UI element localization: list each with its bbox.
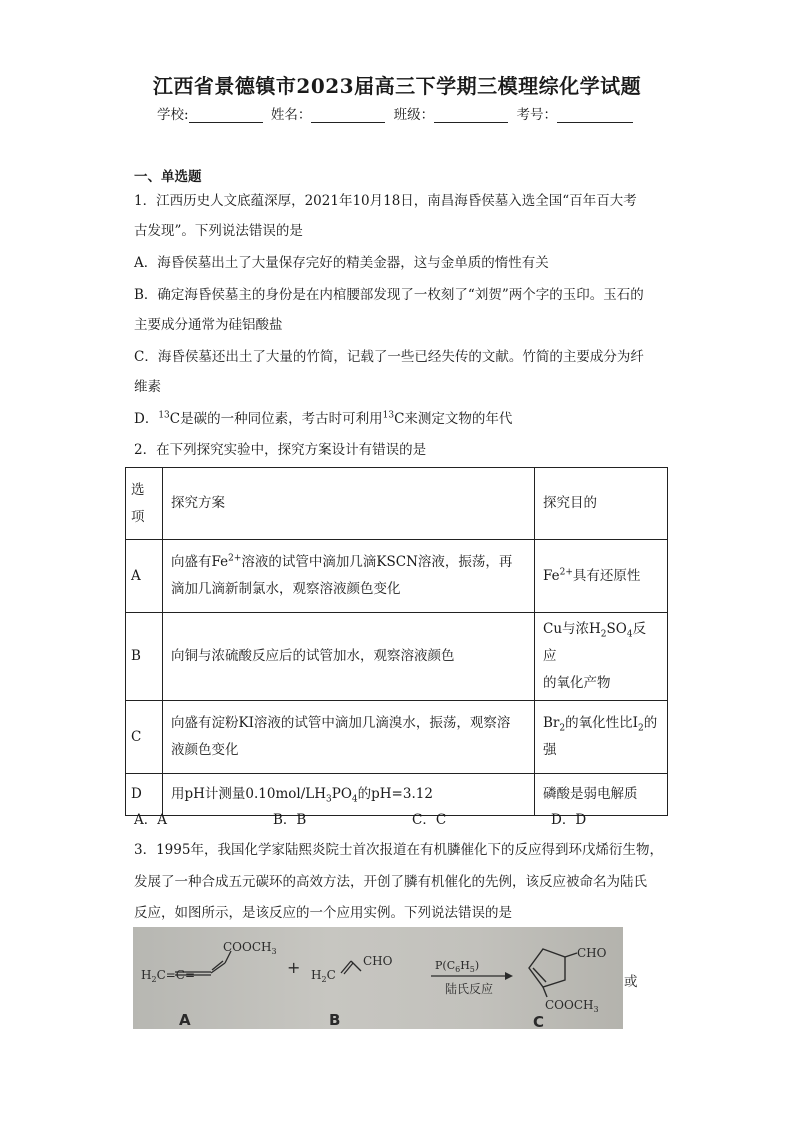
class-label: 班级： (393, 107, 435, 123)
row-a-goal (535, 540, 668, 613)
row-c-goal-mid: 的氧化性比I (565, 715, 638, 731)
q1-option-a: A．海昏侯墓出土了大量保存完好的精美金器，这与金单质的惰性有关 (134, 255, 549, 271)
q1-d-middle: C是碳的一种同位素，考古时可利用 (169, 411, 383, 427)
q1-d-suffix: C来测定文物的年代 (394, 411, 513, 427)
number-label: 考号： (516, 107, 557, 123)
q2-stem: 2．在下列探究实验中，探究方案设计有错误的是 (134, 442, 427, 458)
row-d-goal: 磷酸是弱电解质 (535, 774, 668, 816)
row-b-option: B (126, 613, 163, 701)
q3-line1: 3．1995年，我国化学家陆熙炎院士首次报道在有机膦催化下的反应得到环戊烯衍生物， (134, 842, 663, 858)
row-b-goal (535, 613, 668, 701)
choice-a: A．A (134, 812, 167, 828)
row-a-goal-charge: 2+ (559, 567, 573, 577)
choice-d: D．D (551, 812, 587, 828)
school-label: 学校: (157, 107, 189, 123)
row-c-goal-sub1: 2 (559, 723, 566, 734)
row-d-plan-pre: 用pH计测量0.10mol/LH (171, 786, 327, 802)
student-info-row (0, 103, 794, 123)
table-row (126, 540, 668, 613)
row-b-goal-pre: Cu与浓H (543, 621, 601, 637)
q1-d-isotope-mass: 13 (158, 410, 170, 421)
experiment-table (125, 467, 668, 816)
q1-option-d (134, 410, 674, 428)
header-plan: 探究方案 (163, 468, 535, 540)
row-d-plan-post: 的pH=3.12 (357, 786, 433, 802)
row-c-goal-sub2: 2 (637, 723, 644, 734)
table-header-row (126, 468, 668, 540)
row-d-plan-sub1: 3 (326, 794, 332, 805)
compound-a-formula: $H_2C=C=$ (141, 968, 196, 984)
q1-d-prefix: D． (134, 411, 159, 427)
school-blank (189, 108, 263, 123)
row-d-plan-sub2: 4 (351, 794, 358, 805)
row-b-goal-sub1: 2 (600, 629, 607, 640)
header-option-line2: 项 (131, 508, 145, 525)
row-c-plan-line2: 液颜色变化 (171, 742, 239, 758)
q1-d-isotope-mass-2: 13 (382, 410, 395, 421)
header-goal: 探究目的 (535, 468, 668, 540)
compound-b-formula: $H_2C$ (311, 968, 336, 984)
q3-scheme-suffix: 或 (624, 974, 638, 990)
compound-b-structure (341, 961, 361, 974)
row-d-plan-mid: PO (331, 786, 352, 802)
label-c: C (533, 1013, 545, 1029)
row-a-plan (163, 540, 535, 613)
compound-b-cho: CHO (363, 954, 393, 968)
choice-c: C．C (412, 812, 447, 828)
q3-line2: 发展了一种合成五元碳环的高效方法，开创了膦有机催化的先例，该反应被命名为陆氏 (134, 874, 647, 890)
row-a-plan-line2: 滴加几滴新制氯水，观察溶液颜色变化 (171, 581, 401, 597)
q1-option-c-line1: C．海昏侯墓还出土了大量的竹简，记载了一些已经失传的文献。竹简的主要成分为纤 (134, 349, 644, 365)
reaction-scheme-svg (133, 927, 623, 1029)
header-option-line1: 选 (131, 481, 145, 498)
reaction-scheme-photo (133, 927, 623, 1029)
row-d-option: D (126, 774, 163, 816)
compound-c-cho: CHO (577, 946, 607, 960)
q3-line3: 反应，如图所示，是该反应的一个应用实例。下列说法错误的是 (134, 905, 512, 921)
row-a-plan-charge: 2+ (228, 553, 242, 564)
row-b-goal-sub2: 4 (626, 629, 633, 640)
row-c-goal-line2: 强 (543, 742, 557, 758)
reaction-name: 陆氏反应 (445, 982, 494, 996)
choice-b: B．B (273, 812, 307, 828)
exam-title: 江西省景德镇市2023届高三下学期三模理综化学试题 (152, 74, 642, 98)
row-c-option: C (126, 701, 163, 774)
section-heading: 一、单选题 (134, 169, 202, 185)
label-b: B (329, 1011, 341, 1029)
row-b-goal-line2: 的氧化产物 (543, 675, 611, 691)
row-b-goal-line1-post: 反应 (543, 621, 647, 664)
label-a: A (179, 1011, 191, 1029)
header-option (126, 468, 163, 540)
table-row (126, 613, 668, 701)
q1-stem-line2: 古发现”。下列说法错误的是 (134, 223, 303, 239)
row-c-goal-pre: Br (543, 715, 560, 731)
compound-a-ester: $COOCH_3$ (223, 940, 277, 956)
row-c-plan-line1: 向盛有淀粉KI溶液的试管中滴加几滴溴水，振荡，观察溶 (171, 715, 511, 731)
q1-option-b-line1: B．确定海昏侯墓主的身份是在内棺腰部发现了一枚刻了“刘贺”两个字的玉印。玉石的 (134, 287, 644, 303)
catalyst-label: $P(C_6H_5)$ (435, 959, 480, 974)
table-row (126, 701, 668, 774)
row-a-plan-line1: 溶液的试管中滴加几滴KSCN溶液，振荡，再 (241, 554, 513, 570)
row-c-goal-post: 的 (643, 715, 658, 731)
class-blank (434, 108, 508, 123)
number-blank (557, 108, 633, 123)
row-c-plan (163, 701, 535, 774)
q2-choices (134, 808, 586, 828)
q1-option-b-line2: 主要成分通常为硅铝酸盐 (134, 317, 283, 333)
row-a-plan-pre: 向盛有Fe (171, 554, 229, 570)
compound-c-ester: $COOCH_3$ (545, 998, 599, 1014)
row-c-goal (535, 701, 668, 774)
compound-c-structure (529, 949, 577, 997)
row-b-goal-mid: SO (606, 621, 627, 637)
q1-stem-line1: 1．江西历史人文底蕴深厚，2021年10月18日，南昌海昏侯墓入选全国“百年百大考 (134, 193, 637, 209)
row-a-option: A (126, 540, 163, 613)
q1-option-c-line2: 维素 (134, 379, 161, 395)
plus-sign: + (287, 958, 301, 977)
name-blank (311, 108, 385, 123)
name-label: 姓名： (270, 107, 312, 123)
row-a-goal-post: 具有还原性 (572, 567, 641, 584)
row-b-plan: 向铜与浓硫酸反应后的试管加水，观察溶液颜色 (163, 613, 535, 701)
row-a-goal-pre: Fe (543, 567, 560, 584)
